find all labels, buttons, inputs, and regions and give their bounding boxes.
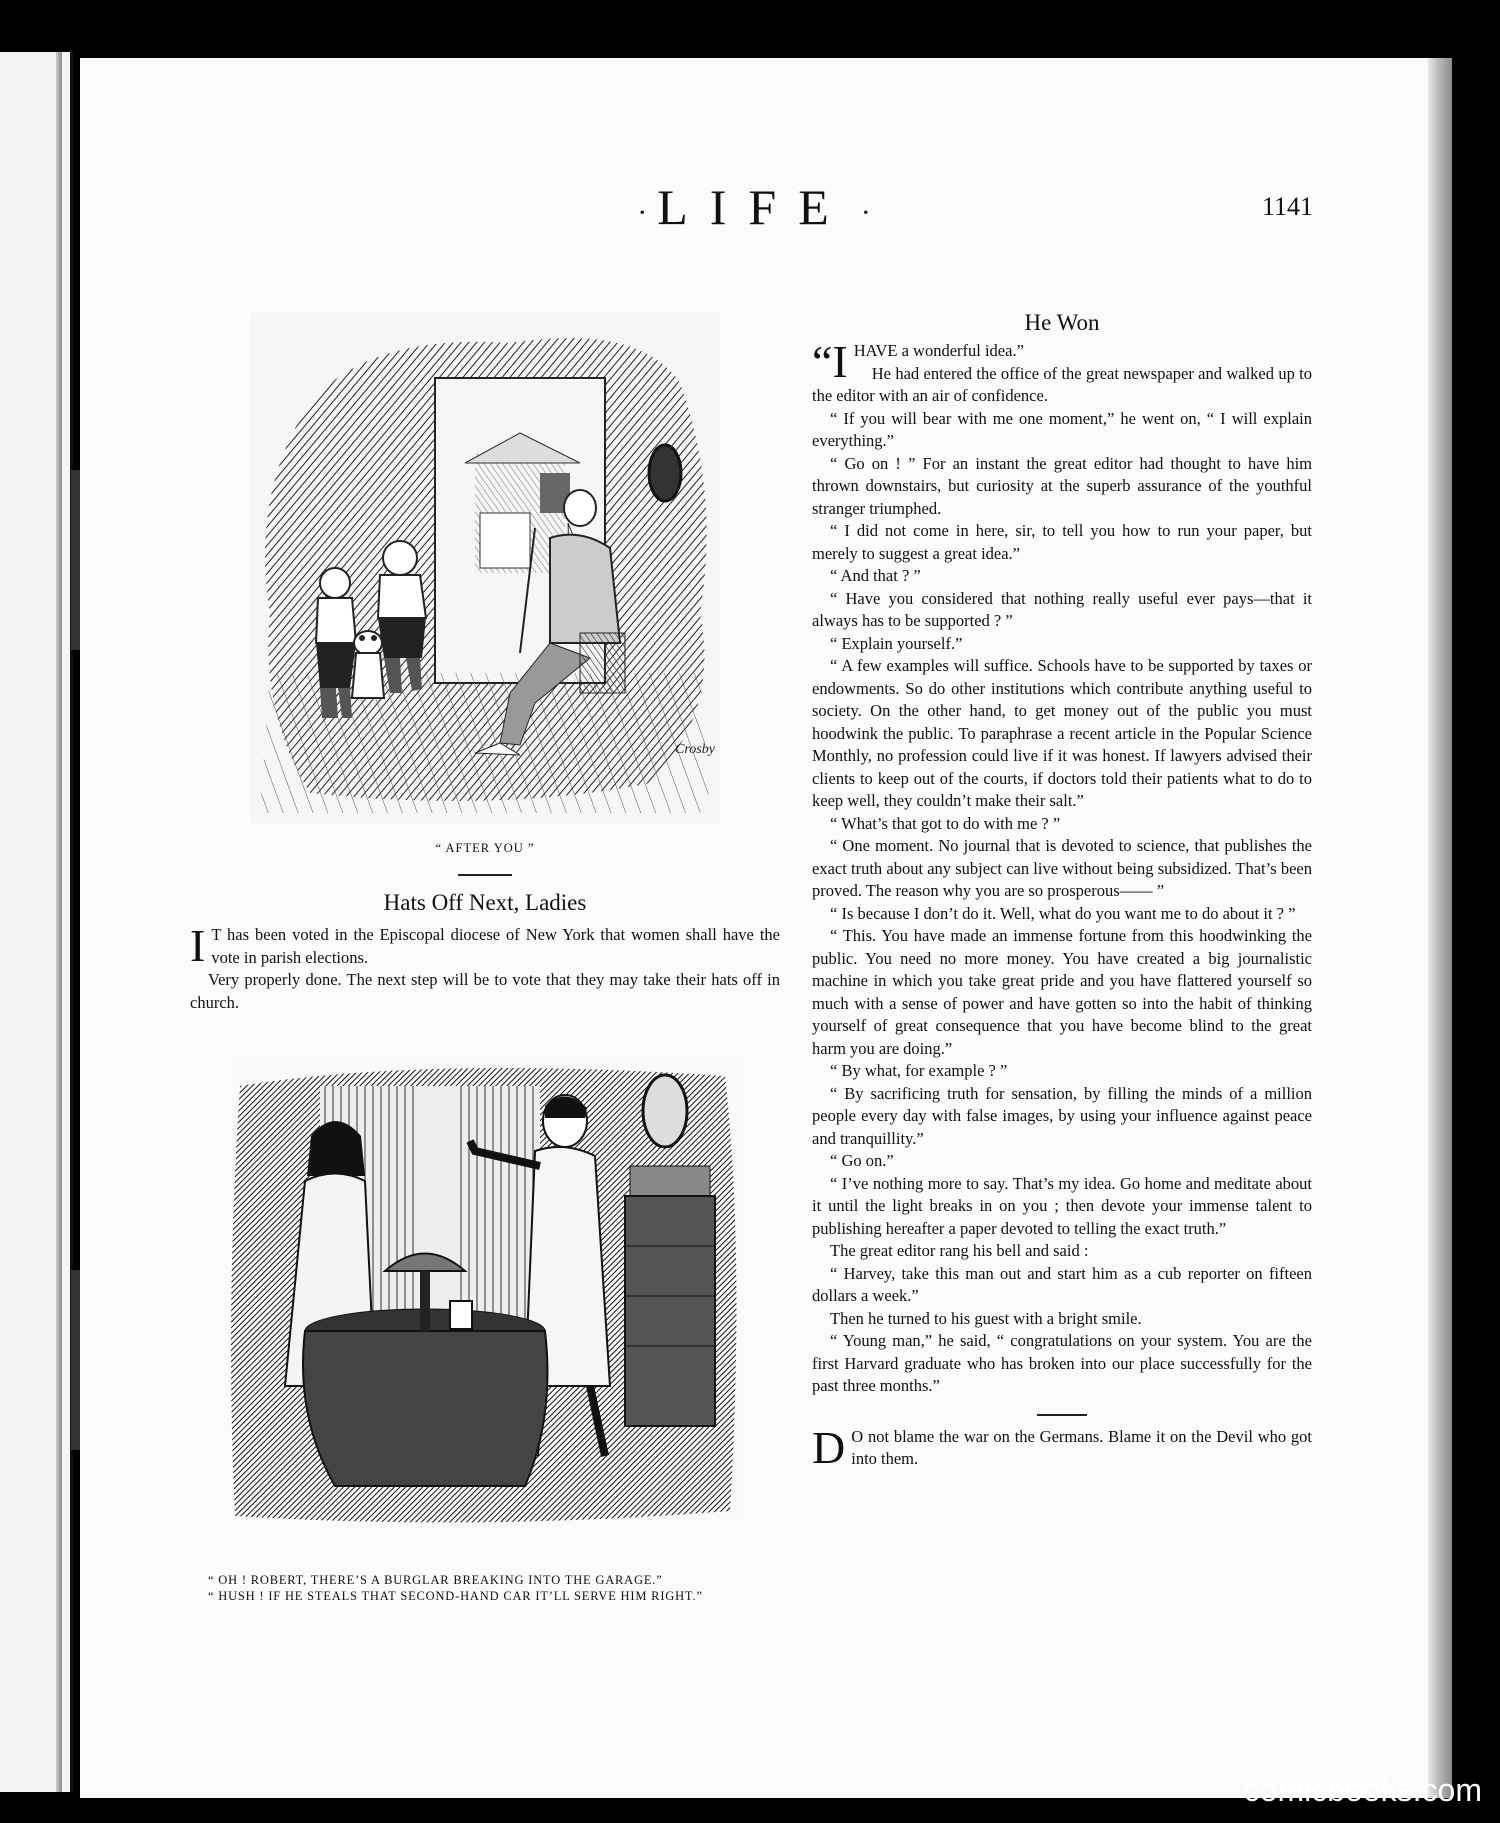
article-won-paragraph: The great editor rang his bell and said : [830,1241,1089,1260]
cartoon-burglar-caption-line: “ HUSH ! IF HE STEALS THAT SECOND-HAND CAR IT’LL SERVE HIM RIGHT.” [208,1589,703,1603]
article-hats-paragraph: Very properly done. The next step will be to vote that they may take their hats off in church. [190,970,780,1012]
article-won-paragraph: “ Young man,” he said, “ congratulations on your system. You are the first Harvard graduate who has broken into our place successfully for the past three months.” [812,1331,1312,1395]
article-won-paragraph: “ By what, for example ? ” [830,1061,1008,1080]
article-won-paragraph: “ Explain yourself.” [830,633,963,653]
note-dropcap: D [812,1421,846,1473]
article-won-paragraph: “ A few examples will suffice. Schools have to be supported by taxes or endowments. So do other institutions which contribute anything useful to society. On the other hand, to get money out of the public you must hoodwink the public. To paraphrase a recent article in the Popular Science Monthly, no profession could live if it was honest. If lawyers advised their clients to keep out of the courts, if doctors told their patients what to do to keep well, they couldn’t make their salt.” [812,656,1312,810]
cartoon-burglar-caption-line: “ OH ! ROBERT, THERE’S A BURGLAR BREAKING INTO THE GARAGE.” [208,1573,663,1587]
cartoon-after-you-drawing [250,313,720,823]
divider-rule [458,874,512,876]
article-won-paragraph: “ Go on ! ” For an instant the great editor had thought to have him thrown downstairs, but curiosity at the superb assurance of the youthful stranger triumphed. [812,453,1312,518]
artist-signature: Crosby [675,742,715,757]
article-won-paragraph: “ Is because I don’t do it. Well, what do you want me to do about it ? ” [830,903,1296,923]
article-won-paragraph: “ Have you considered that nothing really useful ever pays—that it always has to be supported ? ” [812,588,1312,630]
article-won-paragraph: HAVE a wonderful idea.” [853,341,1024,360]
article-won-paragraph: “ By sacrificing truth for sensation, by filling the minds of a million people every day with false images, by using your influence against peace and tranquillity.” [812,1083,1312,1148]
cartoon-after-you-caption: “ AFTER YOU ” [435,841,535,855]
cartoon-after-you [250,313,720,823]
article-hats-title: Hats Off Next, Ladies [383,890,587,915]
article-won-body [812,336,1312,1398]
cartoon-burglar-drawing [225,1056,745,1526]
cartoon-burglar [225,1056,745,1526]
article-won-paragraph: “ I did not come in here, sir, to tell you how to run your paper, but merely to suggest a great idea.” [812,521,1312,563]
left-column [190,313,780,1604]
article-won-dropcap: “I [812,336,848,387]
article-won-paragraph: “ One moment. No journal that is devoted to science, that publishes the exact truth about any subject can live without being subsidized. That’s been proved. The reason why you are so prosperous—— ” [812,836,1312,900]
facing-page-edge [0,52,73,1792]
note-body [812,1421,1312,1473]
article-hats-paragraph: T has been voted in the Episcopal diocese of New York that women shall have the vote in parish elections. [211,925,780,967]
article-won-paragraph: “ And that ? ” [830,566,921,585]
cartoon-burglar-caption [190,1572,780,1604]
article-hats-body [190,920,780,1014]
article-won-paragraph: “ I’ve nothing more to say. That’s my idea. Go home and meditate about it until the light breaks in on you ; then devote your immense talent to publishing hereafter a paper devoted to telling the exact truth.” [812,1173,1312,1238]
article-hats-dropcap: I [190,920,206,971]
article-won-paragraph: He had entered the office of the great newspaper and walked up to the editor with an air of confidence. [812,363,1312,405]
masthead: · LIFE · [637,179,871,235]
article-won-paragraph: “ If you will bear with me one moment,” he went on, “ I will explain everything.” [812,408,1312,450]
right-column [812,310,1312,1471]
article-won-paragraph: “ What’s that got to do with me ? ” [830,813,1061,833]
article-won-title: He Won [1024,310,1100,335]
article-won-paragraph: “ Harvey, take this man out and start him as a cub reporter on fifteen dollars a week.” [812,1263,1312,1305]
watermark: comicbooks.com [1243,1772,1482,1808]
magazine-page [80,58,1428,1798]
divider-rule [1037,1414,1087,1416]
page-edge [1428,58,1452,1798]
article-won-paragraph: Then he turned to his guest with a bright smile. [830,1308,1142,1328]
article-won-paragraph: “ This. You have made an immense fortune from this hoodwinking the public. You need no more money. You have created a big journalistic machine in which you take great pride and you have flattered yourself so much with a sense of power and have gotten so into the habit of thinking yourself of great consequence that you have become blind to the great harm you are doing.” [812,926,1312,1058]
note-text: O not blame the war on the Germans. Blame it on the Devil who got into them. [851,1426,1312,1468]
page-number: 1141 [1261,192,1313,221]
masthead-title: LIFE [657,179,851,235]
article-won-paragraph: “ Go on.” [830,1151,894,1170]
